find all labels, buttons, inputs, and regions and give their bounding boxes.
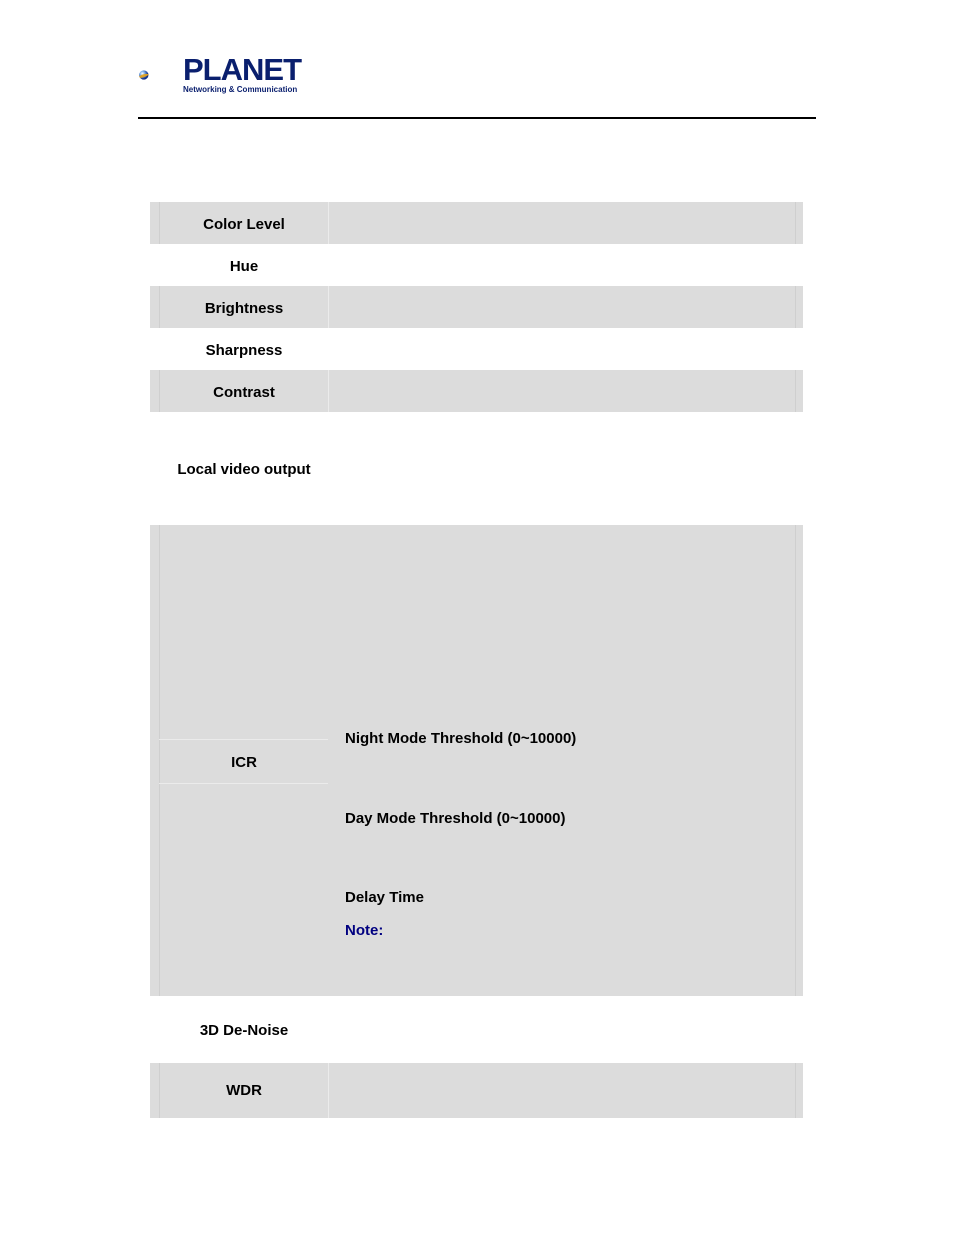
row-sharpness [150, 328, 803, 370]
color-level-label: Color Level [203, 216, 285, 233]
sharpness-label: Sharpness [205, 342, 283, 359]
row-3d-de-noise [150, 996, 803, 1063]
row-color-level [150, 202, 803, 244]
hue-label: Hue [229, 258, 259, 275]
planet-logo-globe-icon [138, 54, 182, 96]
contrast-label: Contrast [213, 384, 275, 401]
delay-time-label: Delay Time [345, 889, 424, 906]
row-wdr [150, 1063, 803, 1118]
local-video-output-label: Local video output [177, 461, 311, 478]
day-mode-threshold-label: Day Mode Threshold (0~10000) [345, 810, 566, 827]
row-icr [150, 525, 803, 996]
brand-logo: PLANET [183, 52, 301, 87]
icr-label: ICR [231, 754, 257, 771]
row-hue [150, 244, 803, 286]
wdr-label: WDR [226, 1082, 262, 1099]
brightness-label: Brightness [204, 300, 284, 317]
row-local-video-output [150, 412, 803, 525]
row-brightness [150, 286, 803, 328]
row-contrast [150, 370, 803, 412]
note-label: Note: [345, 922, 384, 939]
3d-de-noise-label: 3D De-Noise [199, 1022, 289, 1039]
brand-tagline: Networking & Communication [183, 85, 298, 94]
header-rule [138, 117, 816, 119]
night-mode-threshold-label: Night Mode Threshold (0~10000) [345, 730, 577, 747]
